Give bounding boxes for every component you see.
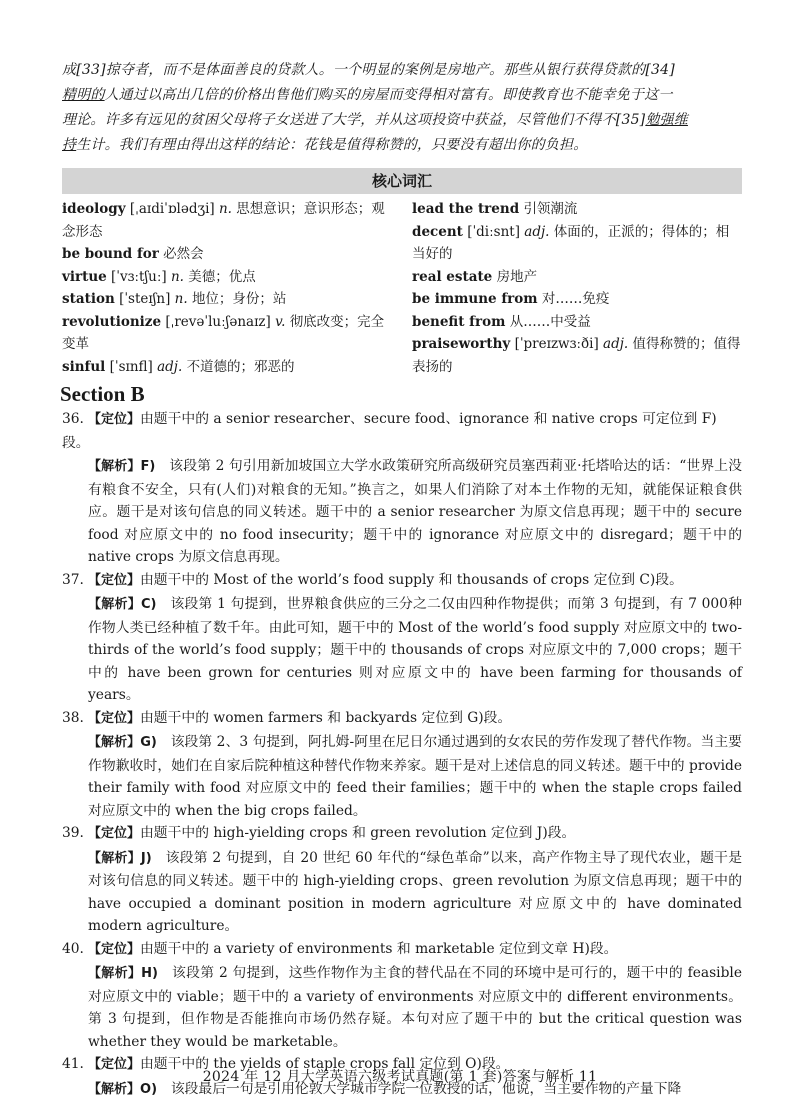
locate-text: 由题干中的 high-yielding crops 和 green revolution 定位到 J)段。	[140, 825, 576, 841]
analysis-label: 【解析】	[88, 966, 142, 981]
question-number: 37.	[62, 571, 84, 588]
answer-letter: C)	[140, 597, 157, 612]
translation-line	[62, 83, 742, 108]
translation-line	[62, 58, 742, 83]
vocab-phonetic: [ˈvɜːtʃuː]	[111, 268, 167, 285]
vocab-definition: 引领潮流	[523, 201, 578, 217]
vocab-definition: 彻底改变；完全变革	[62, 313, 385, 352]
vocab-entry	[62, 311, 390, 356]
vocab-pos: n.	[170, 268, 184, 285]
question-number: 40.	[62, 940, 84, 957]
locate-text: 由题干中的 a variety of environments 和 marketable 定位到文章 H)段。	[140, 940, 618, 957]
analysis-label: 【解析】	[88, 850, 141, 866]
locate-label: 【定位】	[88, 941, 141, 957]
locate-line	[62, 408, 742, 454]
page-content	[62, 58, 742, 1101]
answer-letter: O)	[140, 1081, 158, 1097]
locate-label: 【定位】	[88, 710, 141, 726]
vocab-definition: 地位；身份；站	[191, 291, 287, 307]
vocab-entry	[62, 356, 390, 379]
section-title: Section B	[60, 382, 145, 406]
locate-text: 由题干中的 the yields of staple crops fall 定位到 O)段。	[140, 1056, 510, 1072]
question-list	[62, 408, 742, 1101]
vocab-phonetic: [ˈsɪnfl]	[109, 358, 153, 375]
analysis-text: 该段第 2 句提到，自 20 世纪 60 年代的“绿色革命”以来，高产作物主导了现代农业，题干是对该句信息的同义转述。题干中的 high-yielding crops、green revolution 为原文信息再现；题干中的 have occupied a dominant position in modern agriculture 对应原文中的 have dominated modern agriculture。	[88, 849, 742, 934]
question-item	[62, 707, 742, 823]
translation-passage	[62, 58, 742, 158]
vocab-word: sinful	[62, 358, 106, 375]
vocab-entry	[62, 288, 390, 311]
question-item	[62, 408, 742, 569]
analysis-label: 【解析】	[88, 735, 141, 750]
locate-line	[62, 822, 742, 846]
vocab-column-left	[62, 198, 402, 378]
answer-letter: F)	[140, 459, 156, 474]
vocab-word: lead the trend	[412, 201, 520, 217]
vocab-pos: adj.	[157, 358, 183, 375]
translation-line	[62, 133, 742, 158]
analysis-text: 该段第 2 句提到，这些作物作为主食的替代品在不同的环境中是可行的，题干中的 feasible 对应原文中的 viable；题干中的 a variety of environments 对应原文中的 different environments。第 3 句提到，但作物是否能推向市场仍然存疑。本句对应了题干中的 but the critical question was whether they would be marketable。	[88, 965, 742, 1050]
vocab-phonetic: [ˈsteɪʃn]	[119, 291, 171, 307]
underlined-answer: 勉强维	[645, 112, 688, 128]
vocab-header	[62, 168, 742, 194]
vocab-definition: 对……免疫	[541, 291, 610, 307]
analysis-text: 该段第 2 句引用新加坡国立大学水政策研究所高级研究员塞西莉亚·托塔哈达的话：“世界上没有粮食不安全，只有(人们)对粮食的无知。”换言之，如果人们消除了对本土作物的无知，就能保证粮食供应。题干是对该句信息的同义转述。题干中的 a senior researcher 为原文信息再现；题干中的 secure food 对应原文中的 no food insecurity；题干中的 ignorance 对应原文中的 disregard；题干中的 native crops 为原文信息再现。	[88, 458, 742, 565]
translation-text: 生计。我们有理由得出这样的结论：花钱是值得称赞的，只要没有超出你的负担。	[76, 137, 588, 153]
question-item	[62, 822, 742, 938]
answer-letter: G)	[140, 735, 157, 750]
analysis-label: 【解析】	[88, 459, 141, 474]
vocab-entry	[62, 266, 390, 289]
vocab-definition: 美德；优点	[188, 268, 256, 285]
vocab-entry	[412, 288, 742, 311]
vocab-word: praiseworthy	[412, 336, 511, 352]
analysis-paragraph	[88, 731, 742, 822]
vocab-word: station	[62, 291, 115, 307]
analysis-text: 该段第 1 句提到，世界粮食供应的三分之二仅由四种作物提供；而第 3 句提到，有 7 000种作物人类已经种植了数千年。由此可知，题干中的 Most of the world’s food supply 对应原文中的 two-thirds of the world’s food supply；题干中的 thousands of crops 对应原文中的 7,000 crops；题干中的 have been grown for centuries 则对应原文中的 have been farming for thousands of years。	[88, 596, 742, 703]
answer-letter: H)	[141, 966, 158, 981]
vocab-word: decent	[412, 223, 463, 240]
vocab-entry	[62, 243, 390, 266]
vocab-word: be bound for	[62, 246, 159, 262]
vocab-phonetic: [ˈdiːsnt]	[467, 223, 520, 240]
vocab-entry	[412, 198, 742, 221]
analysis-text: 该段最后一句是引用伦敦大学城市学院一位教授的话，他说，当主要作物的产量下降	[170, 1080, 682, 1097]
vocab-word: benefit from	[412, 313, 506, 330]
translation-text: 理论。许多有远见的贫困父母将子女送进了大学，并从这项投资中获益，尽管他们不得不[35]	[62, 112, 646, 128]
vocab-pos: adj.	[524, 223, 550, 240]
analysis-label: 【解析】	[88, 597, 141, 612]
question-number: 41.	[62, 1056, 84, 1072]
vocab-table	[62, 198, 742, 378]
locate-line	[62, 707, 742, 731]
locate-label: 【定位】	[88, 572, 141, 588]
analysis-paragraph	[88, 847, 742, 938]
locate-text: 由题干中的 a senior researcher、secure food、ignorance 和 native crops 可定位到 F)段。	[62, 411, 717, 451]
vocab-word: be immune from	[412, 291, 538, 307]
vocab-definition: 值得称赞的；值得表扬的	[412, 336, 741, 375]
vocab-phonetic: [ˌaɪdiˈɒlədʒi]	[129, 201, 215, 217]
analysis-paragraph	[88, 593, 742, 707]
vocab-definition: 从……中受益	[509, 313, 591, 330]
vocab-word: virtue	[62, 268, 107, 285]
vocab-entry	[412, 266, 742, 289]
vocab-entry	[412, 311, 742, 334]
locate-text: 由题干中的 women farmers 和 backyards 定位到 G)段。	[140, 709, 512, 726]
vocab-title: 核心词汇	[371, 172, 432, 190]
vocab-column-right	[402, 198, 742, 378]
vocab-pos: n.	[174, 291, 188, 307]
question-number: 39.	[62, 825, 84, 841]
vocab-definition: 必然会	[163, 246, 204, 262]
vocab-definition: 体面的，正派的；得体的；相当好的	[412, 223, 730, 262]
analysis-paragraph	[88, 962, 742, 1053]
vocab-pos: n.	[218, 201, 232, 217]
vocab-word: revolutionize	[62, 313, 162, 330]
analysis-paragraph	[88, 455, 742, 569]
vocab-pos: v.	[275, 313, 286, 330]
vocab-phonetic: [ˌrevəˈluːʃənaɪz]	[165, 313, 271, 330]
locate-label: 【定位】	[88, 1057, 141, 1072]
translation-line	[62, 108, 742, 133]
analysis-label: 【解析】	[88, 1081, 141, 1097]
vocab-word: real estate	[412, 268, 493, 285]
vocab-phonetic: [ˈpreɪzwɜːði]	[514, 336, 599, 352]
question-number: 36.	[62, 411, 84, 427]
page-footer: 2024 年 12 月大学英语六级考试真题(第 1 套)答案与解析 11	[202, 1069, 598, 1085]
analysis-text: 该段第 2、3 句提到，阿扎姆-阿里在尼日尔通过遇到的女农民的劳作发现了替代作物。当主要作物歉收时，她们在自家后院种植这种替代作物来养家。题干是对上述信息的同义转述。题干中的 provide their family with food 对应原文中的 feed their families；题干中的 when the staple crops failed 对应原文中的 when the big crops failed。	[88, 734, 742, 819]
locate-line	[62, 569, 742, 593]
vocab-pos: adj.	[603, 336, 629, 352]
translation-text: 人通过以高出几倍的价格出售他们购买的房屋而变得相对富有。即使教育也不能幸免于这一	[104, 87, 673, 103]
vocab-entry	[412, 333, 742, 378]
locate-label: 【定位】	[88, 412, 141, 427]
question-item	[62, 569, 742, 707]
vocab-entry	[412, 221, 742, 266]
locate-line	[62, 938, 742, 962]
vocab-definition: 思想意识；意识形态；观念形态	[62, 201, 385, 240]
vocab-entry	[62, 198, 390, 243]
locate-text: 由题干中的 Most of the world’s food supply 和 thousands of crops 定位到 C)段。	[140, 571, 683, 588]
question-number: 38.	[62, 709, 84, 726]
question-item	[62, 938, 742, 1054]
answer-letter: J)	[140, 850, 152, 866]
translation-text: 成[33]掠夺者，而不是体面善良的贷款人。一个明显的案例是房地产。那些从银行获得贷款的[34]	[62, 62, 675, 78]
locate-label: 【定位】	[88, 826, 141, 841]
underlined-answer: 精明的	[62, 87, 105, 103]
vocab-definition: 不道德的；邪恶的	[186, 358, 295, 375]
vocab-definition: 房地产	[496, 268, 538, 285]
vocab-word: ideology	[62, 201, 126, 217]
underlined-answer: 持	[62, 137, 77, 153]
